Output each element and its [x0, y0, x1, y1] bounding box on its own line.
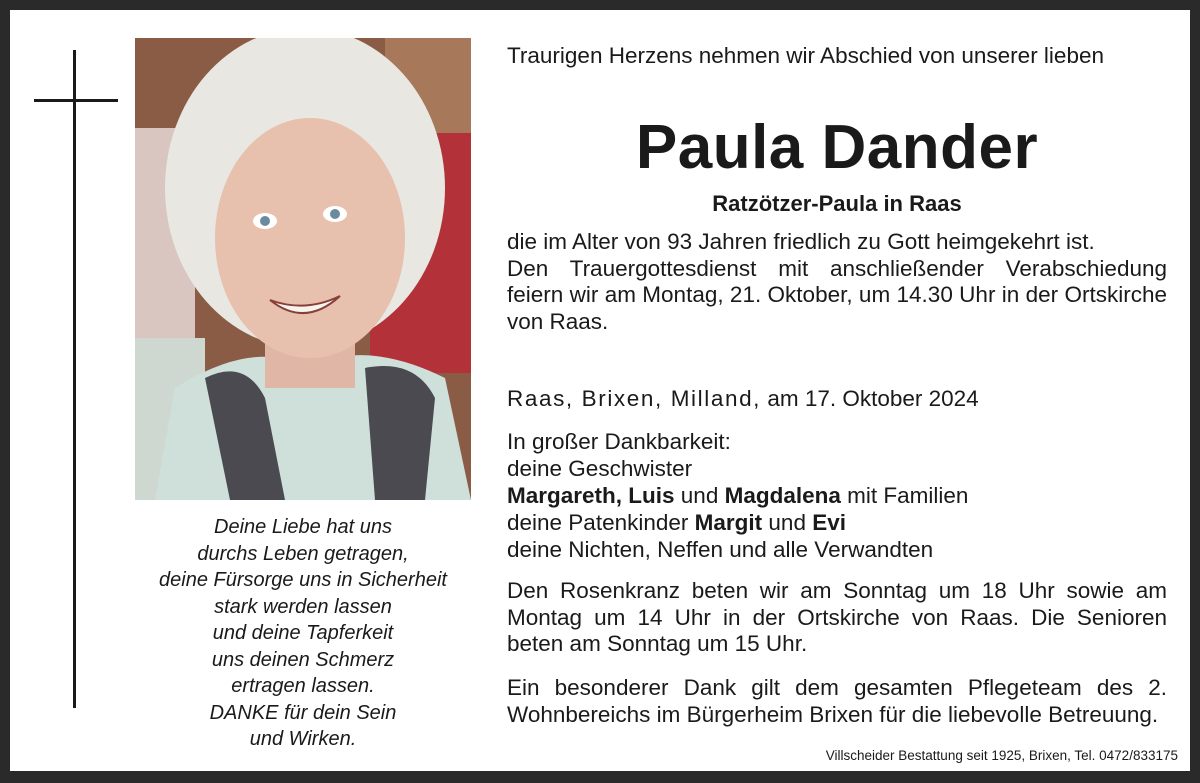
mourners-list [507, 428, 1167, 563]
deceased-name: Paula Dander [635, 113, 1039, 182]
siblings-label: deine Geschwister [507, 456, 693, 481]
thanks-heading: In großer Dankbarkeit: [507, 429, 731, 454]
relatives-line: deine Nichten, Neffen und alle Verwandten [507, 537, 934, 562]
godchild-name: Evi [812, 510, 847, 535]
godchildren-label: deine Patenkinder [507, 510, 689, 535]
passing-and-service [507, 229, 1167, 335]
cross-icon [73, 50, 76, 708]
gratitude-text: Ein besonderer Dank gilt dem gesamten Pflegeteam des 2. Wohnbereichs im Bürgerheim Brixen für die liebevolle Betreuung. [507, 675, 1167, 727]
cross-icon-bar [34, 99, 118, 102]
poem-line: stark werden lassen [214, 595, 392, 618]
intro-text: Traurigen Herzens nehmen wir Abschied von unserer lieben [507, 43, 1104, 68]
godchild-name: Margit [694, 510, 763, 535]
poem-line: DANKE für dein Sein [209, 701, 397, 724]
memorial-poem [120, 514, 486, 753]
poem-line: Deine Liebe hat uns [214, 516, 392, 538]
funeral-home-footer: Villscheider Bestattung seit 1925, Brixen, Tel. 0472/833175 [825, 748, 1178, 763]
siblings-line [507, 482, 1167, 509]
poem-line: ertragen lassen. [231, 675, 375, 697]
portrait-photo [135, 38, 471, 500]
place-date [507, 385, 1167, 413]
poem-line: und Wirken. [249, 728, 357, 750]
poem-line: durchs Leben getragen, [197, 542, 409, 565]
poem-line: uns deinen Schmerz [211, 648, 395, 671]
passing-text: die im Alter von 93 Jahren friedlich zu Gott heimgekehrt ist. [507, 229, 1095, 254]
conjunction: und [768, 510, 806, 535]
sibling-name: Magdalena [724, 483, 841, 508]
sibling-names: Margareth, Luis [507, 483, 675, 508]
deceased-nickname: Ratzötzer-Paula in Raas [712, 191, 962, 216]
service-text: Den Trauergottesdienst mit anschließender Verabschiedung feiern wir am Montag, 21. Oktober, um 14.30 Uhr in der Ortskirche von Raas. [507, 255, 1167, 334]
godchildren-line [507, 509, 1167, 536]
conjunction: und [680, 483, 719, 508]
poem-line: deine Fürsorge uns in Sicherheit [159, 569, 447, 591]
rosary-text: Den Rosenkranz beten wir am Sonntag um 18 Uhr sowie am Montag um 14 Uhr in der Ortskirche von Raas. Die Senioren beten am Sonntag um 15 Uhr. [507, 578, 1167, 656]
date: am 17. Oktober 2024 [767, 386, 979, 411]
poem-line: und deine Tapferkeit [212, 622, 394, 644]
with-families: mit Familien [847, 483, 969, 508]
places: Raas, Brixen, Milland, [507, 386, 762, 411]
